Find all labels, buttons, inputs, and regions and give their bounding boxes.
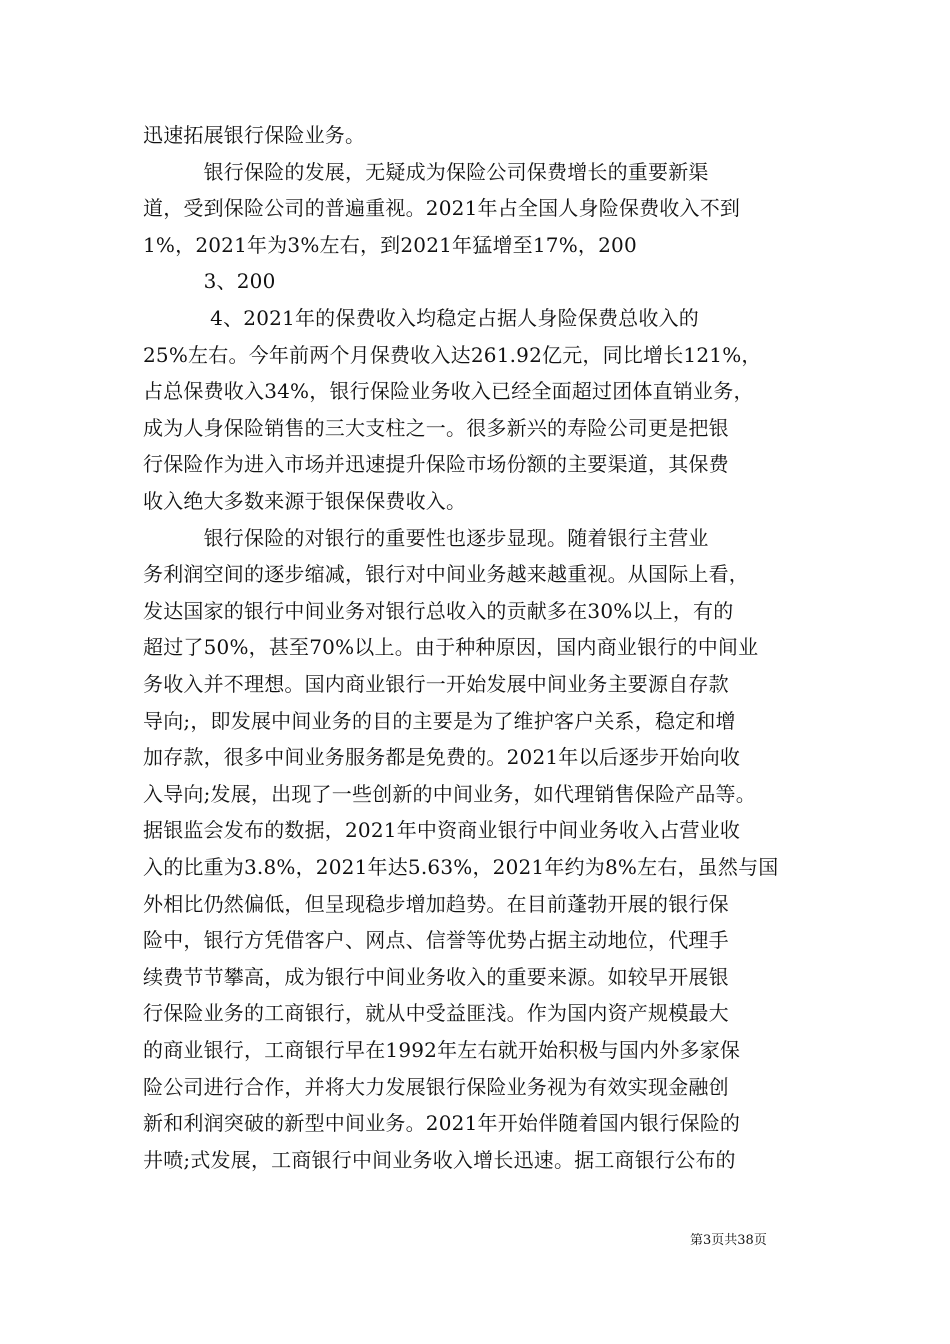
text-line: 银行保险的发展，无疑成为保险公司保费增长的重要新渠 [143, 160, 709, 184]
text-line: 新和利润突破的新型中间业务。2021年开始伴随着国内银行保险的 [143, 1111, 741, 1135]
text-line: 险公司进行合作，并将大力发展银行保险业务视为有效实现金融创 [143, 1075, 729, 1099]
text-line: 成为人身保险销售的三大支柱之一。很多新兴的寿险公司更是把银 [143, 416, 729, 440]
text-line: 收入绝大多数来源于银保保费收入。 [143, 489, 467, 513]
text-line: 行保险业务的工商银行，就从中受益匪浅。作为国内资产规模最大 [143, 1001, 729, 1025]
text-line: 超过了50%，甚至70%以上。由于种种原因，国内商业银行的中间业 [143, 635, 759, 659]
text-line: 的商业银行，工商银行早在1992年左右就开始积极与国内外多家保 [143, 1038, 741, 1062]
text-line: 外相比仍然偏低，但呈现稳步增加趋势。在目前蓬勃开展的银行保 [143, 892, 729, 916]
text-line: 险中，银行方凭借客户、网点、信誉等优势占据主动地位，代理手 [143, 928, 729, 952]
text-line: 务收入并不理想。国内商业银行一开始发展中间业务主要源自存款 [143, 672, 729, 696]
page-footer: 第3页共38页 [690, 1233, 767, 1248]
text-line: 银行保险的对银行的重要性也逐步显现。随着银行主营业 [143, 526, 709, 550]
text-line: 占总保费收入34%，银行保险业务收入已经全面超过团体直销业务， [143, 379, 754, 403]
text-line: 续费节节攀高，成为银行中间业务收入的重要来源。如较早开展银 [143, 965, 729, 989]
text-line: 务利润空间的逐步缩减，银行对中间业务越来越重视。从国际上看， [143, 562, 749, 586]
text-line: 25%左右。今年前两个月保费收入达261.92亿元，同比增长121%， [143, 343, 762, 367]
text-line: 迅速拓展银行保险业务。 [143, 123, 366, 147]
text-line: 1%，2021年为3%左右，到2021年猛增至17%，200 [143, 233, 637, 257]
text-line: 道，受到保险公司的普遍重视。2021年占全国人身险保费收入不到 [143, 196, 741, 220]
text-line: 导向;，即发展中间业务的目的主要是为了维护客户关系，稳定和增 [143, 709, 736, 733]
text-line: 井喷;式发展，工商银行中间业务收入增长迅速。据工商银行公布的 [143, 1148, 736, 1172]
text-line: 发达国家的银行中间业务对银行总收入的贡献多在30%以上，有的 [143, 599, 734, 623]
text-line: 4、2021年的保费收入均稳定占据人身险保费总收入的 [143, 306, 699, 330]
text-line: 行保险作为进入市场并迅速提升保险市场份额的主要渠道，其保费 [143, 452, 729, 476]
text-line: 入的比重为3.8%，2021年达5.63%，2021年约为8%左右，虽然与国 [143, 855, 779, 879]
text-line: 入导向;发展，出现了一些创新的中间业务，如代理销售保险产品等。 [143, 782, 756, 806]
text-line: 加存款，很多中间业务服务都是免费的。2021年以后逐步开始向收 [143, 745, 741, 769]
text-line: 3、200 [143, 269, 276, 293]
text-line: 据银监会发布的数据，2021年中资商业银行中间业务收入占营业收 [143, 818, 741, 842]
